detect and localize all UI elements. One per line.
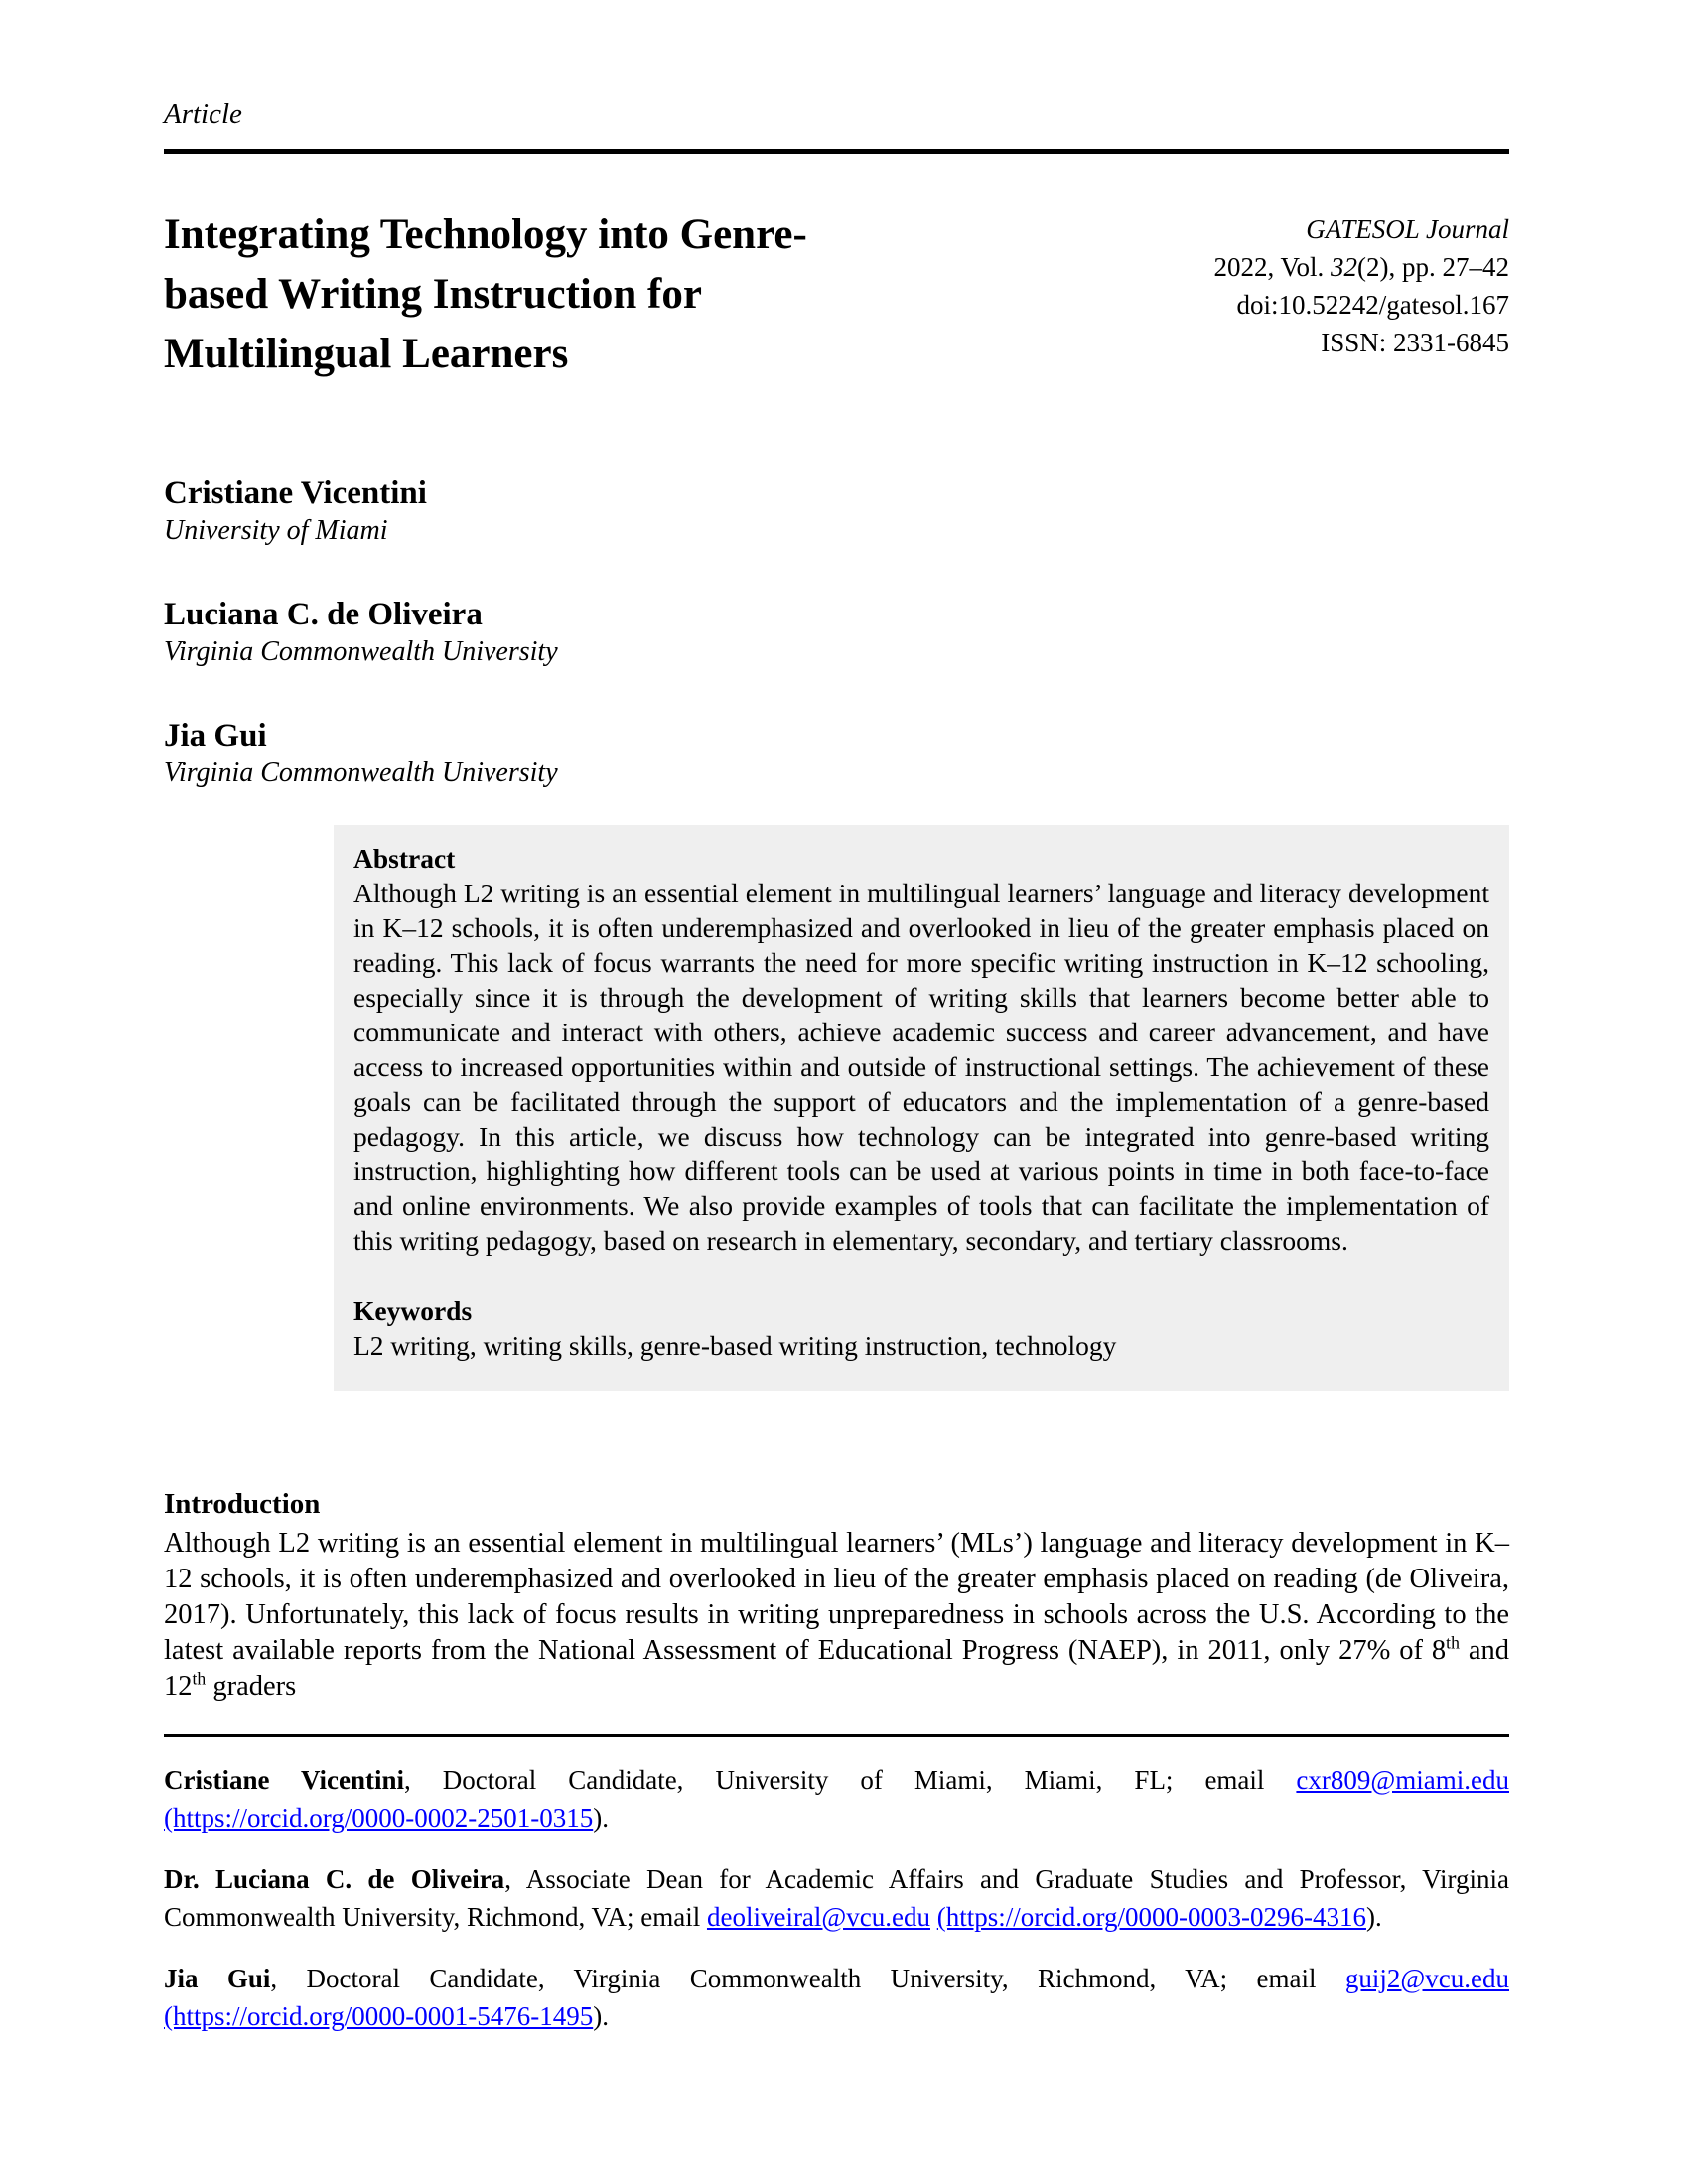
journal-volume-prefix: 2022, Vol. [1213, 252, 1332, 282]
introduction-heading: Introduction [164, 1488, 321, 1520]
footnote-rule [164, 1734, 1509, 1737]
header-row [164, 205, 1509, 384]
introduction-paragraph [164, 1526, 1509, 1705]
footnote-bio [164, 1960, 1509, 2035]
author-block [164, 716, 1509, 791]
introduction-text: and 12 [164, 1635, 1509, 1702]
footnote-end-text: ). [593, 1803, 609, 1833]
journal-volume-suffix: (2), pp. 27–42 [1357, 252, 1509, 282]
footnote-end-text: ). [593, 2001, 609, 2031]
author-name: Luciana C. de Oliveira [164, 597, 483, 632]
footnote-end-text: ). [1365, 1902, 1382, 1932]
introduction-section [164, 1486, 1509, 1705]
footnote-author-name: Dr. Luciana C. de Oliveira [164, 1864, 505, 1894]
article-kicker: Article [164, 98, 242, 130]
footnote-bio [164, 1860, 1509, 1936]
footnote-role-text: , Doctoral Candidate, Virginia Commonwealth University, Richmond, VA; email [270, 1964, 1345, 1993]
footnote-bio [164, 1761, 1509, 1837]
footnote-role-text: , Doctoral Candidate, University of Miami, Miami, FL; email [404, 1765, 1297, 1795]
footnote-author-name: Jia Gui [164, 1964, 271, 1993]
orcid-link[interactable]: (https://orcid.org/0000-0002-2501-0315 [164, 1803, 594, 1833]
journal-volume-number: 32 [1331, 252, 1358, 282]
abstract-heading: Abstract [353, 843, 456, 874]
author-affiliation: University of Miami [164, 515, 388, 546]
ordinal-superscript: th [192, 1668, 207, 1689]
abstract-text: Although L2 writing is an essential element in multilingual learners’ language and literacy development in K–12 schools, it is often underemphasized and overlooked in lieu of the greater emphasis placed on reading. This lack of focus warrants the need for more specific writing instruction in K–12 schooling, especially since it is through the development of writing skills that learners become better able to communicate and interact with others, achieve academic success and career advancement, and have access to increased opportunities within and outside of instructional settings. The achievement of these goals can be facilitated through the support of educators and the implementation of a genre-based pedagogy. In this article, we discuss how technology can be integrated into genre-based writing instruction, highlighting how different tools can be used at various points in time in both face-to-face and online environments. We also provide examples of tools that can facilitate the implementation of this writing pedagogy, based on research in elementary, secondary, and tertiary classrooms. [353, 878, 1489, 1256]
introduction-text: graders [206, 1671, 297, 1702]
journal-volume-line [1213, 248, 1509, 286]
title-line-3: Multilingual Learners [164, 331, 569, 377]
journal-name: GATESOL Journal [1306, 214, 1509, 244]
journal-doi: doi:10.52242/gatesol.167 [1236, 290, 1509, 320]
author-name: Jia Gui [164, 718, 267, 753]
article-title [164, 205, 807, 384]
title-line-2: based Writing Instruction for [164, 271, 702, 318]
journal-info [1213, 205, 1509, 361]
email-link[interactable]: deoliveiral@vcu.edu [706, 1902, 930, 1932]
footnotes-section [164, 1734, 1509, 2035]
orcid-link[interactable]: (https://orcid.org/0000-0001-5476-1495 [164, 2001, 594, 2031]
email-link[interactable]: cxr809@miami.edu [1296, 1765, 1509, 1795]
journal-issn: ISSN: 2331-6845 [1321, 328, 1509, 357]
author-block [164, 474, 1509, 549]
footnote-role-text: , Associate Dean for Academic Affairs and Graduate Studies and Professor, Virginia Commonwealth University, Richmond, VA; email [164, 1864, 1509, 1932]
author-affiliation: Virginia Commonwealth University [164, 757, 558, 788]
keywords-text: L2 writing, writing skills, genre-based writing instruction, technology [353, 1330, 1117, 1361]
footnote-separator [930, 1902, 937, 1932]
abstract-box [334, 825, 1509, 1391]
title-line-1: Integrating Technology into Genre- [164, 211, 807, 258]
footnote-author-name: Cristiane Vicentini [164, 1765, 404, 1795]
keywords-heading: Keywords [353, 1296, 473, 1326]
email-link[interactable]: guij2@vcu.edu [1344, 1964, 1510, 1993]
introduction-text: Although L2 writing is an essential element in multilingual learners’ (MLs’) language and literacy development in K–12 schools, it is often underemphasized and overlooked in lieu of the greater emphasis placed on reading (de Oliveira, 2017). Unfortunately, this lack of focus results in writing unpreparedness in schools across the U.S. According to the latest available reports from the National Assessment of Educational Progress (NAEP), in 2011, only 27% of 8 [164, 1528, 1509, 1666]
author-name: Cristiane Vicentini [164, 476, 427, 511]
author-block [164, 595, 1509, 670]
author-list [164, 474, 1509, 791]
orcid-link[interactable]: (https://orcid.org/0000-0003-0296-4316 [936, 1902, 1366, 1932]
header-rule [164, 149, 1509, 154]
author-affiliation: Virginia Commonwealth University [164, 636, 558, 667]
ordinal-superscript: th [1446, 1632, 1460, 1653]
